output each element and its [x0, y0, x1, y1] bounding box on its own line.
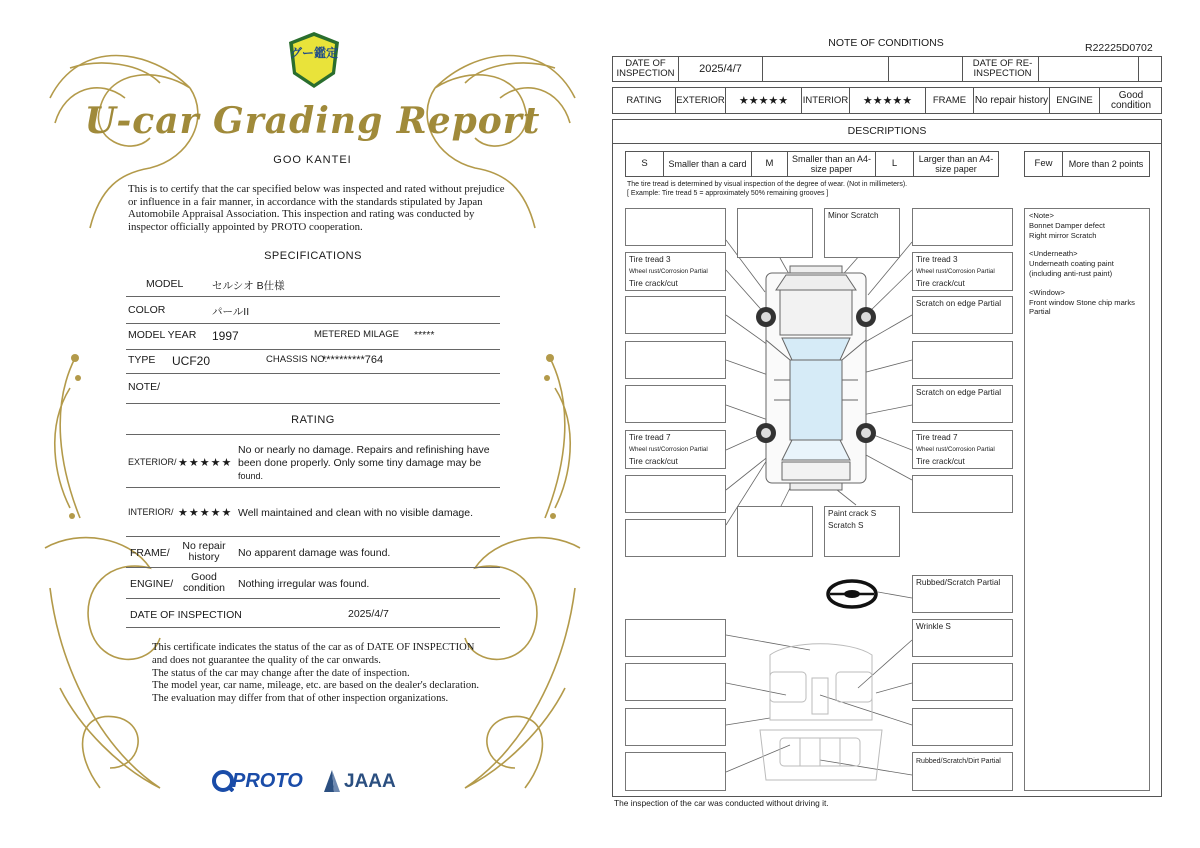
desc-box-interior-bottom: Rubbed/Scratch/Dirt Partial — [912, 752, 1013, 791]
desc-box-empty — [625, 752, 726, 791]
frame-value: No repair history — [182, 540, 226, 563]
desc-box-wrinkle: Wrinkle S — [912, 619, 1013, 657]
desc-box-bottom-center — [824, 506, 900, 557]
note-line: Right mirror Scratch — [1029, 230, 1097, 240]
model-year-label: MODEL YEAR — [128, 329, 197, 341]
engine-value: Good condition — [182, 571, 226, 594]
notes-panel — [1024, 208, 1150, 791]
model-value: セルシオ B仕様 — [212, 280, 285, 292]
legend-l-desc: Larger than an A4-size paper — [918, 154, 994, 174]
interior-stars: ★★★★★ — [850, 88, 926, 113]
disclaimer-line: The evaluation may differ from that of other inspection organizations. — [152, 693, 449, 705]
frame-value: No repair history — [974, 88, 1050, 113]
disclaimer-line: This certificate indicates the status of the car as of DATE OF INSPECTION and does not guarantee the quality of the car onwards. — [152, 642, 475, 666]
desc-box-empty — [625, 519, 726, 557]
note-line: Bonnet Damper defect — [1029, 220, 1105, 230]
interior-stars: ★★★★★ — [178, 507, 233, 519]
exterior-label: EXTERIOR — [676, 88, 726, 113]
frame-label: FRAME — [926, 88, 974, 113]
frame-description: No apparent damage was found. — [238, 547, 391, 559]
desc-box-rear-right-tire — [912, 430, 1013, 469]
legend-m-desc: Smaller than an A4-size paper — [788, 152, 876, 176]
scratch-s: Scratch S — [828, 521, 864, 530]
note-heading: <Note> — [1029, 211, 1054, 220]
desc-box-front-right-tire — [912, 252, 1013, 291]
rr-tire-crack: Tire crack/cut — [916, 457, 965, 466]
rl-wheel-rust: Wheel rust/Corrosion Partial — [629, 446, 708, 453]
fl-wheel-rust: Wheel rust/Corrosion Partial — [629, 268, 708, 275]
interior-diagram — [760, 644, 882, 780]
engine-label: ENGINE/ — [130, 578, 174, 590]
exterior-desc-found: found. — [238, 471, 264, 481]
date-of-inspection-label: DATE OF INSPECTION — [613, 57, 679, 81]
desc-box-steering: Rubbed/Scratch Partial — [912, 575, 1013, 613]
engine-value: Good condition — [1110, 89, 1152, 111]
engine-label: ENGINE — [1050, 88, 1100, 113]
window-line: Front window Stone chip marks — [1029, 297, 1135, 307]
fr-tire-tread: Tire tread 3 — [916, 255, 958, 264]
legend-few: Few — [1025, 152, 1063, 176]
rr-tire-tread: Tire tread 7 — [916, 433, 958, 442]
report-title: U-car Grading Report — [84, 100, 541, 142]
date-of-reinspection-label: DATE OF RE-INSPECTION — [963, 57, 1039, 81]
window-line: Partial — [1029, 307, 1051, 317]
fl-tire-crack: Tire crack/cut — [629, 279, 678, 288]
descriptions-heading: DESCRIPTIONS — [612, 119, 1162, 144]
steering-wheel-icon — [828, 581, 876, 607]
legend-l: L — [876, 152, 914, 176]
rating-label: RATING — [613, 88, 676, 113]
color-value: パールII — [212, 306, 250, 318]
desc-box-empty — [625, 296, 726, 334]
report-subtitle: GOO KANTEI — [273, 154, 352, 166]
desc-box-right-scratch-1: Scratch on edge Partial — [912, 296, 1013, 334]
desc-box-empty — [912, 663, 1013, 701]
fr-wheel-rust: Wheel rust/Corrosion Partial — [916, 268, 995, 275]
model-year-value: 1997 — [212, 329, 239, 343]
tread-note-line2: [ Example: Tire tread 5 = approximately 50% remaining grooves ] — [627, 190, 829, 197]
desc-box-empty — [625, 619, 726, 657]
legend-s-desc: Smaller than a card — [664, 152, 752, 176]
desc-box-top-center: Minor Scratch — [824, 208, 900, 258]
interior-label: INTERIOR/ — [128, 507, 174, 517]
window-heading: <Window> — [1029, 287, 1065, 297]
desc-box-empty — [737, 208, 813, 258]
proto-logo-text: PROTO — [232, 770, 303, 792]
exterior-stars: ★★★★★ — [726, 88, 802, 113]
interior-label: INTERIOR — [802, 88, 850, 113]
color-label: COLOR — [128, 304, 166, 316]
desc-box-rear-left-tire — [625, 430, 726, 469]
date-label: DATE OF INSPECTION — [130, 609, 242, 621]
desc-box-front-left-tire — [625, 252, 726, 291]
legend-m: M — [752, 152, 788, 176]
desc-box-empty — [625, 341, 726, 379]
date-of-inspection-value: 2025/4/7 — [679, 57, 763, 81]
fr-tire-crack: Tire crack/cut — [916, 279, 965, 288]
rl-tire-tread: Tire tread 7 — [629, 433, 671, 442]
legend-few-desc: More than 2 points — [1068, 159, 1144, 169]
model-label: MODEL — [146, 278, 184, 290]
type-value: UCF20 — [172, 354, 211, 368]
desc-box-empty — [912, 708, 1013, 746]
frame-label: FRAME/ — [130, 547, 170, 559]
rating-heading: RATING — [291, 414, 335, 426]
underneath-line: (including anti-rust paint) — [1029, 268, 1113, 278]
desc-box-empty — [625, 708, 726, 746]
disclaimer-line: The status of the car may change after the date of inspection. — [152, 667, 410, 679]
underneath-heading: <Underneath> — [1029, 249, 1078, 259]
engine-description: Nothing irregular was found. — [238, 578, 370, 590]
desc-box-empty — [625, 663, 726, 701]
desc-box-right-scratch-2: Scratch on edge Partial — [912, 385, 1013, 423]
exterior-label: EXTERIOR/ — [128, 457, 177, 467]
sheet-title: NOTE OF CONDITIONS — [828, 37, 944, 49]
metered-mileage-value: ***** — [414, 329, 435, 341]
fl-tire-tread: Tire tread 3 — [629, 255, 671, 264]
paint-crack: Paint crack S — [828, 509, 877, 518]
interior-description: Well maintained and clean with no visible damage. — [238, 507, 474, 519]
disclaimer-line: The model year, car name, mileage, etc. are based on the dealer's declaration. — [152, 680, 480, 692]
desc-box-empty — [912, 208, 1013, 246]
chassis-value: **********764 — [322, 354, 384, 366]
date-value: 2025/4/7 — [348, 608, 389, 620]
jaaa-logo-text: JAAA — [344, 771, 396, 792]
metered-mileage-label: METERED MILAGE — [314, 329, 399, 340]
reference-number: R22225D0702 — [1085, 42, 1153, 54]
rl-tire-crack: Tire crack/cut — [629, 457, 678, 466]
desc-box-empty — [912, 475, 1013, 513]
tread-note-line1: The tire tread is determined by visual inspection of the degree of wear. (Not in millimeters). — [627, 181, 908, 188]
chassis-label: CHASSIS NO. — [266, 354, 328, 365]
exterior-desc-main: No or nearly no damage. Repairs and refinishing have been done properly. Only some tiny damage may be — [238, 444, 490, 469]
desc-box-empty — [912, 341, 1013, 379]
footer-note: The inspection of the car was conducted without driving it. — [614, 798, 829, 808]
desc-box-empty — [737, 506, 813, 557]
certify-text: This is to certify that the car specified below was inspected and rated without prejudice or influence in a fair manner, in accordance with the standards stipulated by Japan Automobile Appraisal Association. This inspection and rating was conducted by inspector officially appointed by PROTO cooperation. — [128, 183, 505, 233]
desc-box-empty — [625, 208, 726, 246]
exterior-stars: ★★★★★ — [178, 457, 233, 469]
desc-box-empty — [625, 475, 726, 513]
underneath-line: Underneath coating paint — [1029, 259, 1114, 269]
desc-box-empty — [625, 385, 726, 423]
legend-s: S — [626, 152, 664, 176]
note-label: NOTE/ — [128, 381, 161, 393]
rr-wheel-rust: Wheel rust/Corrosion Partial — [916, 446, 995, 453]
specifications-heading: SPECIFICATIONS — [264, 250, 362, 262]
type-label: TYPE — [128, 354, 156, 366]
badge-text: グー鑑定 — [289, 46, 338, 60]
